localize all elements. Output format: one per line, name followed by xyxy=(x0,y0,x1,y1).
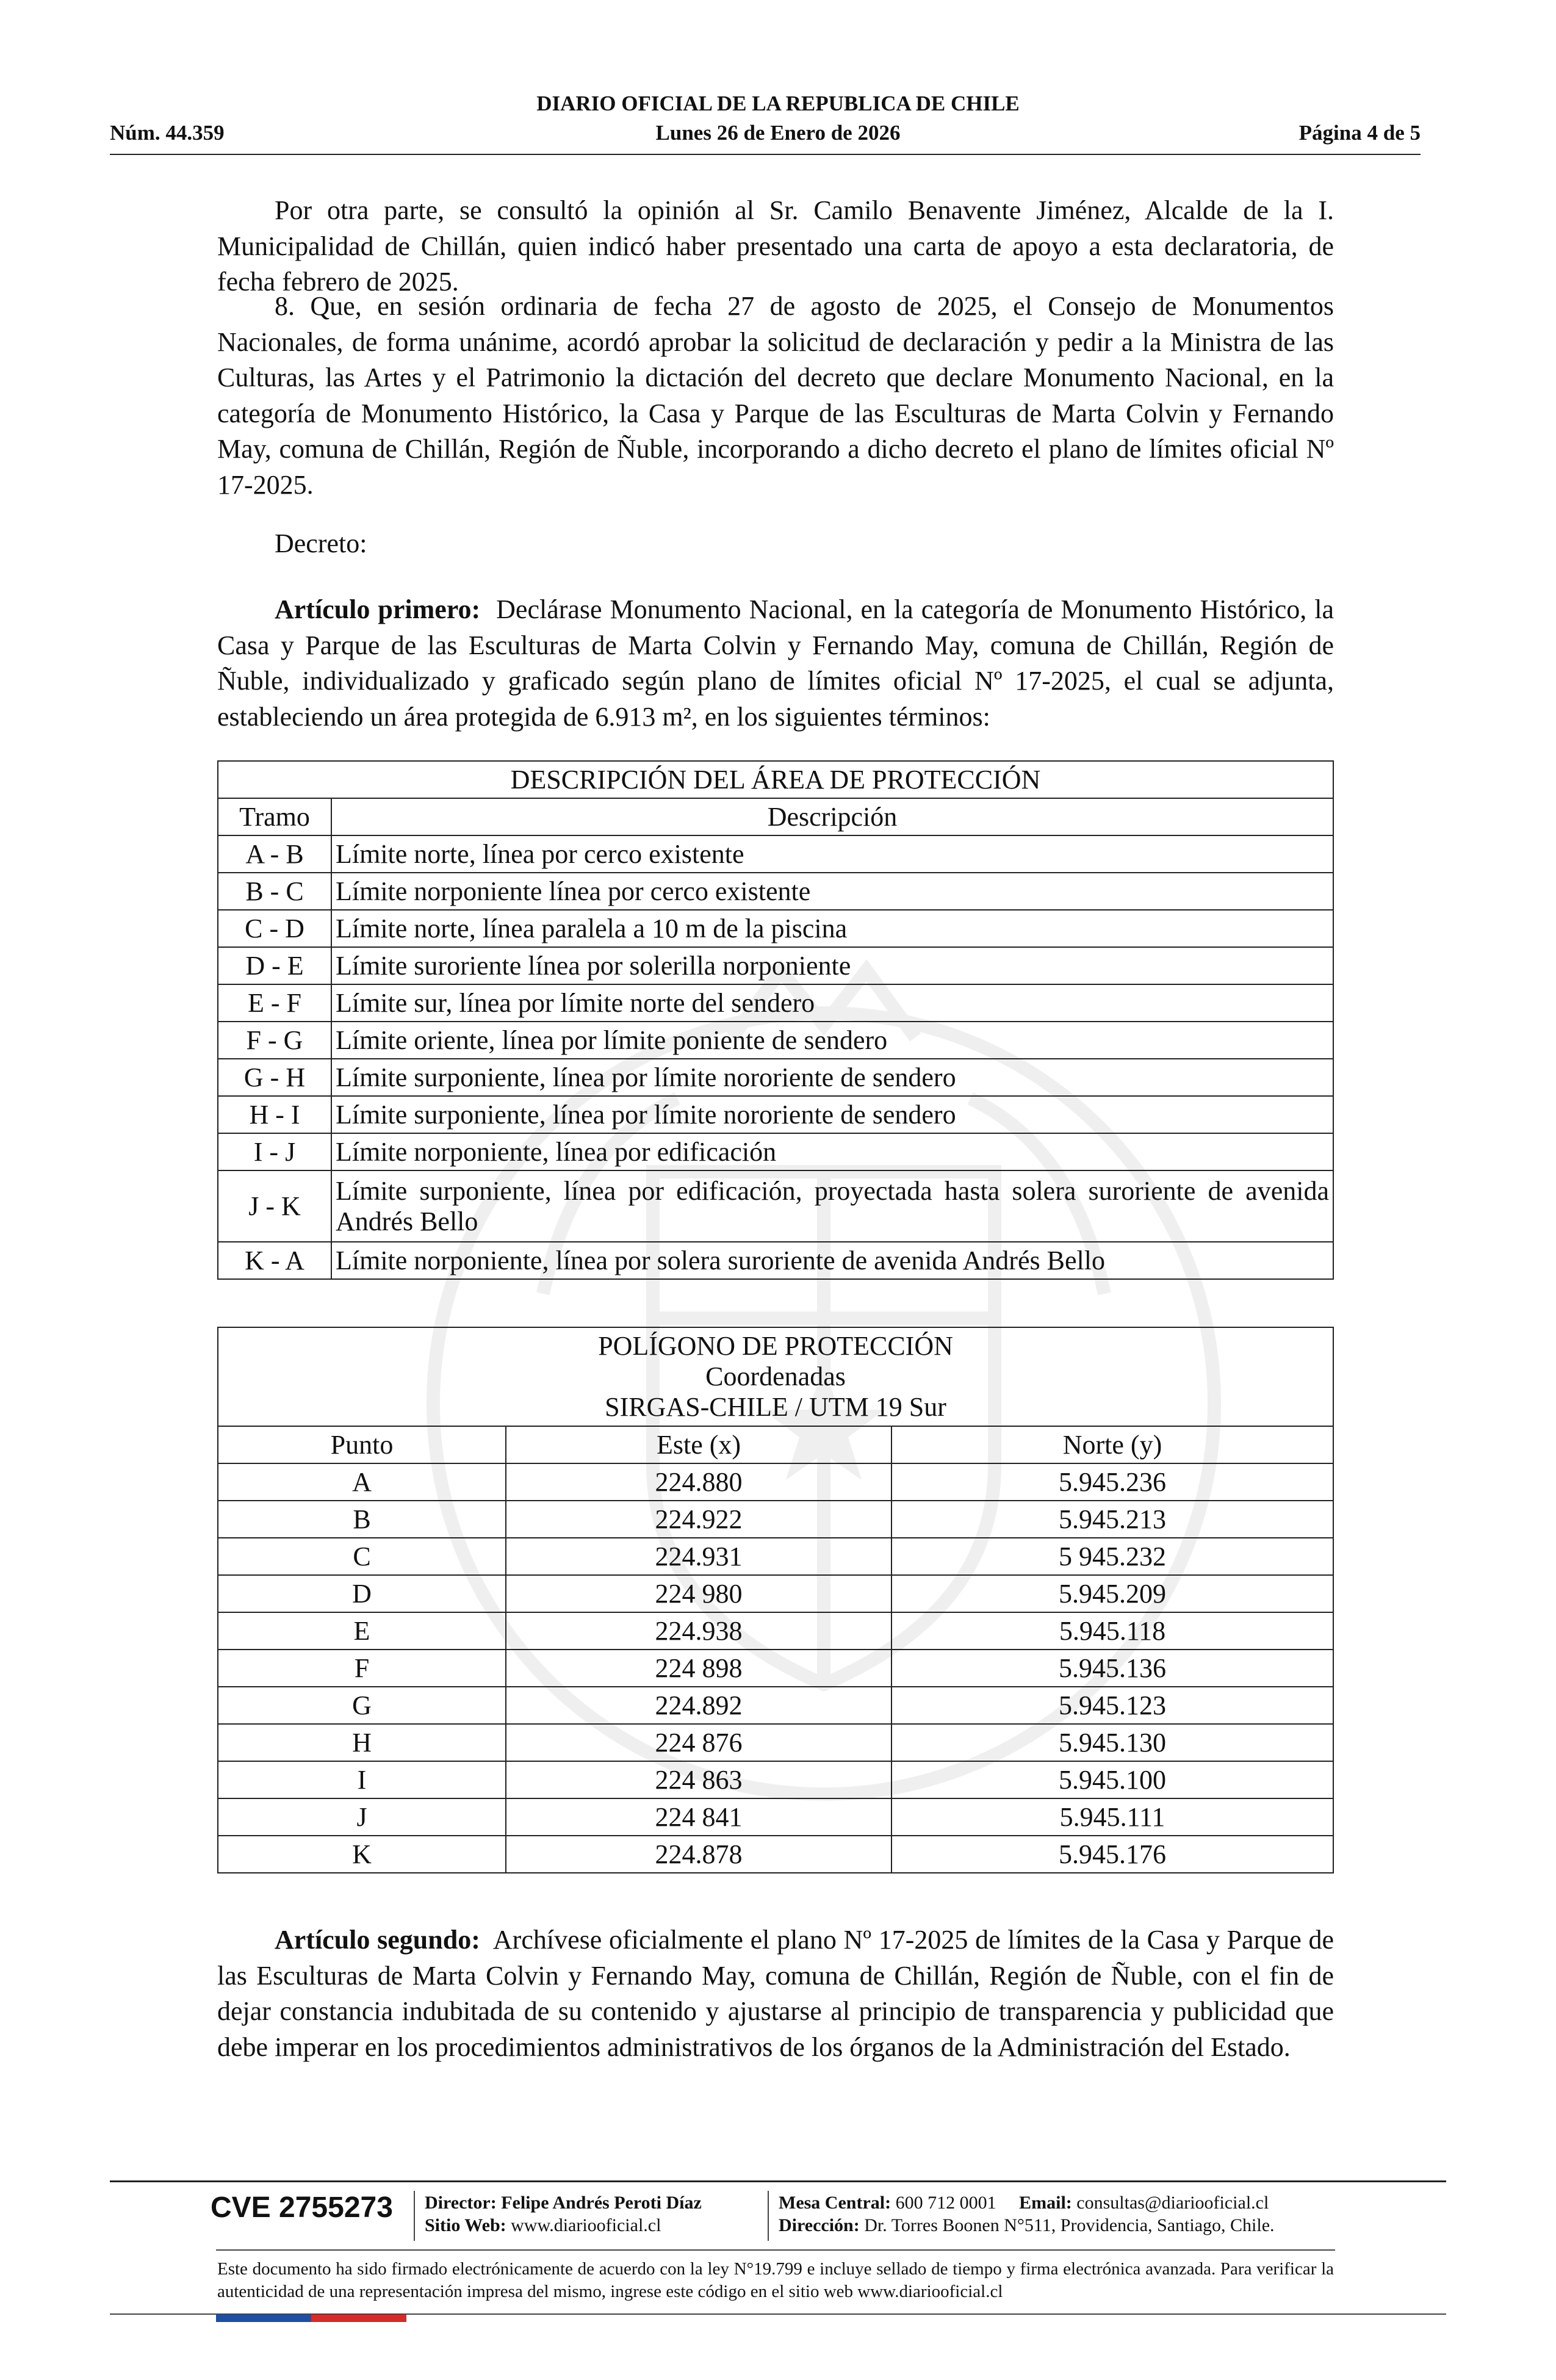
punto-cell: E xyxy=(218,1612,506,1650)
description-cell: Límite norponiente, línea por edificación xyxy=(331,1133,1333,1170)
site-url[interactable]: www.diariooficial.cl xyxy=(511,2215,661,2235)
table-row xyxy=(218,1538,1333,1575)
punto-cell: B xyxy=(218,1501,506,1538)
email-label: Email: xyxy=(1019,2193,1072,2213)
decreto-text: Decreto: xyxy=(275,528,367,558)
footer-mesa-central xyxy=(779,2193,1269,2213)
description-cell: Límite norponiente, línea por solera suroriente de avenida Andrés Bello xyxy=(331,1242,1333,1279)
tramo-cell: K - A xyxy=(218,1242,331,1279)
norte-cell: 5.945.236 xyxy=(891,1463,1333,1501)
table-row xyxy=(218,1612,1333,1650)
address-label: Dirección: xyxy=(779,2215,860,2235)
punto-cell: C xyxy=(218,1538,506,1575)
footer-inner-divider xyxy=(216,2249,1335,2251)
director-label: Director: xyxy=(425,2193,497,2213)
punto-cell: J xyxy=(218,1798,506,1836)
table-row xyxy=(218,1798,1333,1836)
este-cell: 224 980 xyxy=(506,1575,891,1612)
footer-separator xyxy=(414,2191,415,2241)
mesa-label: Mesa Central: xyxy=(779,2193,891,2213)
publication-title: DIARIO OFICIAL DE LA REPUBLICA DE CHILE xyxy=(536,92,1020,115)
table-row xyxy=(218,1242,1333,1279)
este-cell: 224 841 xyxy=(506,1798,891,1836)
flag-blue-segment xyxy=(216,2315,311,2322)
issue-number: Núm. 44.359 xyxy=(110,121,225,145)
articulo-primero xyxy=(217,592,1334,735)
articulo-primero-text: Declárase Monumento Nacional, en la categoría de Monumento Histórico, la Casa y Parque de las Esculturas de Marta Colvin y Fernando May, comuna de Chillán, Región de Ñuble, individualizado y graficado según plano de límites oficial Nº 17-2025, el cual se adjunta, estableciendo un área protegida de 6.913 m², en los siguientes términos: xyxy=(217,594,1334,732)
punto-cell: A xyxy=(218,1463,506,1501)
este-cell: 224 863 xyxy=(506,1761,891,1798)
norte-cell: 5.945.118 xyxy=(891,1612,1333,1650)
column-header-descripcion: Descripción xyxy=(331,798,1333,835)
norte-cell: 5.945.130 xyxy=(891,1724,1333,1761)
polygon-table-title xyxy=(218,1327,1333,1426)
punto-cell: K xyxy=(218,1836,506,1873)
tramo-cell: E - F xyxy=(218,984,331,1022)
table-row xyxy=(218,835,1333,873)
table-row xyxy=(218,910,1333,947)
polygon-datum: SIRGAS-CHILE / UTM 19 Sur xyxy=(605,1392,946,1422)
tramo-cell: B - C xyxy=(218,873,331,910)
punto-cell: I xyxy=(218,1761,506,1798)
articulo-segundo-label: Artículo segundo: xyxy=(275,1925,480,1955)
paragraph-consulta-text: Por otra parte, se consultó la opinión al Sr. Camilo Benavente Jiménez, Alcalde de la I. Municipalidad de Chillán, quien indicó haber presentado una carta de apoyo a esta declaratoria, de fecha febrero de 2025. xyxy=(217,195,1334,297)
norte-cell: 5.945.100 xyxy=(891,1761,1333,1798)
este-cell: 224 876 xyxy=(506,1724,891,1761)
page-indicator: Página 4 de 5 xyxy=(1298,121,1421,145)
norte-cell: 5.945.176 xyxy=(891,1836,1333,1873)
table-row xyxy=(218,1133,1333,1170)
table-row xyxy=(218,1096,1333,1133)
footer-site xyxy=(425,2215,661,2236)
table-row xyxy=(218,1463,1333,1501)
norte-cell: 5 945.232 xyxy=(891,1538,1333,1575)
footer-address xyxy=(779,2215,1275,2236)
tramo-cell: F - G xyxy=(218,1022,331,1059)
tramo-cell: H - I xyxy=(218,1096,331,1133)
table-row xyxy=(218,873,1333,910)
description-cell: Límite norte, línea por cerco existente xyxy=(331,835,1333,873)
table-row xyxy=(218,1575,1333,1612)
paragraph-8 xyxy=(217,289,1334,503)
director-name: Felipe Andrés Peroti Díaz xyxy=(501,2193,702,2213)
polygon-subtitle: Coordenadas xyxy=(705,1361,846,1391)
protection-area-table xyxy=(217,760,1334,1280)
description-cell: Límite suroriente línea por solerilla norponiente xyxy=(331,947,1333,984)
cve-code: CVE 2755273 xyxy=(211,2191,393,2224)
polygon-title: POLÍGONO DE PROTECCIÓN xyxy=(598,1331,953,1361)
articulo-primero-label: Artículo primero: xyxy=(275,594,481,624)
mesa-phone: 600 712 0001 xyxy=(895,2193,996,2213)
description-cell: Límite surponiente, línea por límite nororiente de sendero xyxy=(331,1059,1333,1096)
tramo-cell: C - D xyxy=(218,910,331,947)
flag-color-bar xyxy=(216,2315,406,2322)
table-row xyxy=(218,1501,1333,1538)
tramo-cell: G - H xyxy=(218,1059,331,1096)
column-header-punto: Punto xyxy=(218,1426,506,1463)
description-cell: Límite surponiente, línea por límite nororiente de sendero xyxy=(331,1096,1333,1133)
este-cell: 224.922 xyxy=(506,1501,891,1538)
norte-cell: 5.945.213 xyxy=(891,1501,1333,1538)
articulo-segundo xyxy=(217,1922,1334,2065)
description-cell: Límite oriente, línea por límite poniente de sendero xyxy=(331,1022,1333,1059)
column-header-norte: Norte (y) xyxy=(891,1426,1333,1463)
footer-divider xyxy=(110,2180,1446,2182)
protection-polygon-table xyxy=(217,1327,1334,1873)
punto-cell: F xyxy=(218,1650,506,1687)
paragraph-consulta xyxy=(217,193,1334,300)
este-cell: 224.892 xyxy=(506,1687,891,1724)
email-address[interactable]: consultas@diariooficial.cl xyxy=(1076,2193,1269,2213)
norte-cell: 5.945.136 xyxy=(891,1650,1333,1687)
table-row xyxy=(218,1761,1333,1798)
site-label: Sitio Web: xyxy=(425,2215,506,2235)
punto-cell: G xyxy=(218,1687,506,1724)
este-cell: 224.880 xyxy=(506,1463,891,1501)
table-row xyxy=(218,1724,1333,1761)
table-row xyxy=(218,947,1333,984)
table-row xyxy=(218,1836,1333,1873)
footer-director xyxy=(425,2193,702,2213)
punto-cell: H xyxy=(218,1724,506,1761)
paragraph-8-text: 8. Que, en sesión ordinaria de fecha 27 de agosto de 2025, el Consejo de Monumentos Nacionales, de forma unánime, acordó aprobar la solicitud de declaración y pedir a la Ministra de las Culturas, las Artes y el Patrimonio la dictación del decreto que declare Monumento Nacional, en la categoría de Monumento Histórico, la Casa y Parque de las Esculturas de Marta Colvin y Fernando May, comuna de Chillán, Región de Ñuble, incorporando a dicho decreto el plano de límites oficial Nº 17-2025. xyxy=(217,291,1334,500)
column-header-este: Este (x) xyxy=(506,1426,891,1463)
protection-area-table-title: DESCRIPCIÓN DEL ÁREA DE PROTECCIÓN xyxy=(218,761,1333,798)
norte-cell: 5.945.123 xyxy=(891,1687,1333,1724)
description-cell: Límite norponiente línea por cerco existente xyxy=(331,873,1333,910)
norte-cell: 5.945.209 xyxy=(891,1575,1333,1612)
address-text: Dr. Torres Boonen N°511, Providencia, Santiago, Chile. xyxy=(864,2215,1275,2235)
articulo-segundo-text: Archívese oficialmente el plano Nº 17-2025 de límites de la Casa y Parque de las Esculturas de Marta Colvin y Fernando May, comuna de Chillán, Región de Ñuble, con el fin de dejar constancia indubitada de su contenido y ajustarse al principio de transparencia y publicidad que debe imperar en los procedimientos administrativos de los órganos de la Administración del Estado. xyxy=(217,1925,1334,2062)
este-cell: 224.938 xyxy=(506,1612,891,1650)
footer-separator xyxy=(768,2191,769,2241)
column-header-tramo: Tramo xyxy=(218,798,331,835)
punto-cell: D xyxy=(218,1575,506,1612)
norte-cell: 5.945.111 xyxy=(891,1798,1333,1836)
table-row xyxy=(218,1687,1333,1724)
este-cell: 224.878 xyxy=(506,1836,891,1873)
table-row xyxy=(218,1059,1333,1096)
description-cell: Límite sur, línea por límite norte del sendero xyxy=(331,984,1333,1022)
header-divider xyxy=(110,154,1421,155)
table-row xyxy=(218,1170,1333,1242)
tramo-cell: A - B xyxy=(218,835,331,873)
tramo-cell: D - E xyxy=(218,947,331,984)
este-cell: 224 898 xyxy=(506,1650,891,1687)
table-row xyxy=(218,1650,1333,1687)
description-cell: Límite norte, línea paralela a 10 m de la piscina xyxy=(331,910,1333,947)
este-cell: 224.931 xyxy=(506,1538,891,1575)
issue-date: Lunes 26 de Enero de 2026 xyxy=(655,121,901,145)
description-cell: Límite surponiente, línea por edificación, proyectada hasta solera suroriente de avenida Andrés Bello xyxy=(331,1170,1333,1242)
table-row xyxy=(218,984,1333,1022)
signature-notice: Este documento ha sido firmado electrónicamente de acuerdo con la ley N°19.799 e incluye sellado de tiempo y firma electrónica avanzada. Para verificar la autenticidad de una representación impresa del mismo, ingrese este código en el sitio web www.diariooficial.cl xyxy=(217,2259,1334,2301)
tramo-cell: J - K xyxy=(218,1170,331,1242)
table-row xyxy=(218,1022,1333,1059)
flag-red-segment xyxy=(311,2315,406,2322)
tramo-cell: I - J xyxy=(218,1133,331,1170)
decreto-heading xyxy=(217,526,1334,562)
